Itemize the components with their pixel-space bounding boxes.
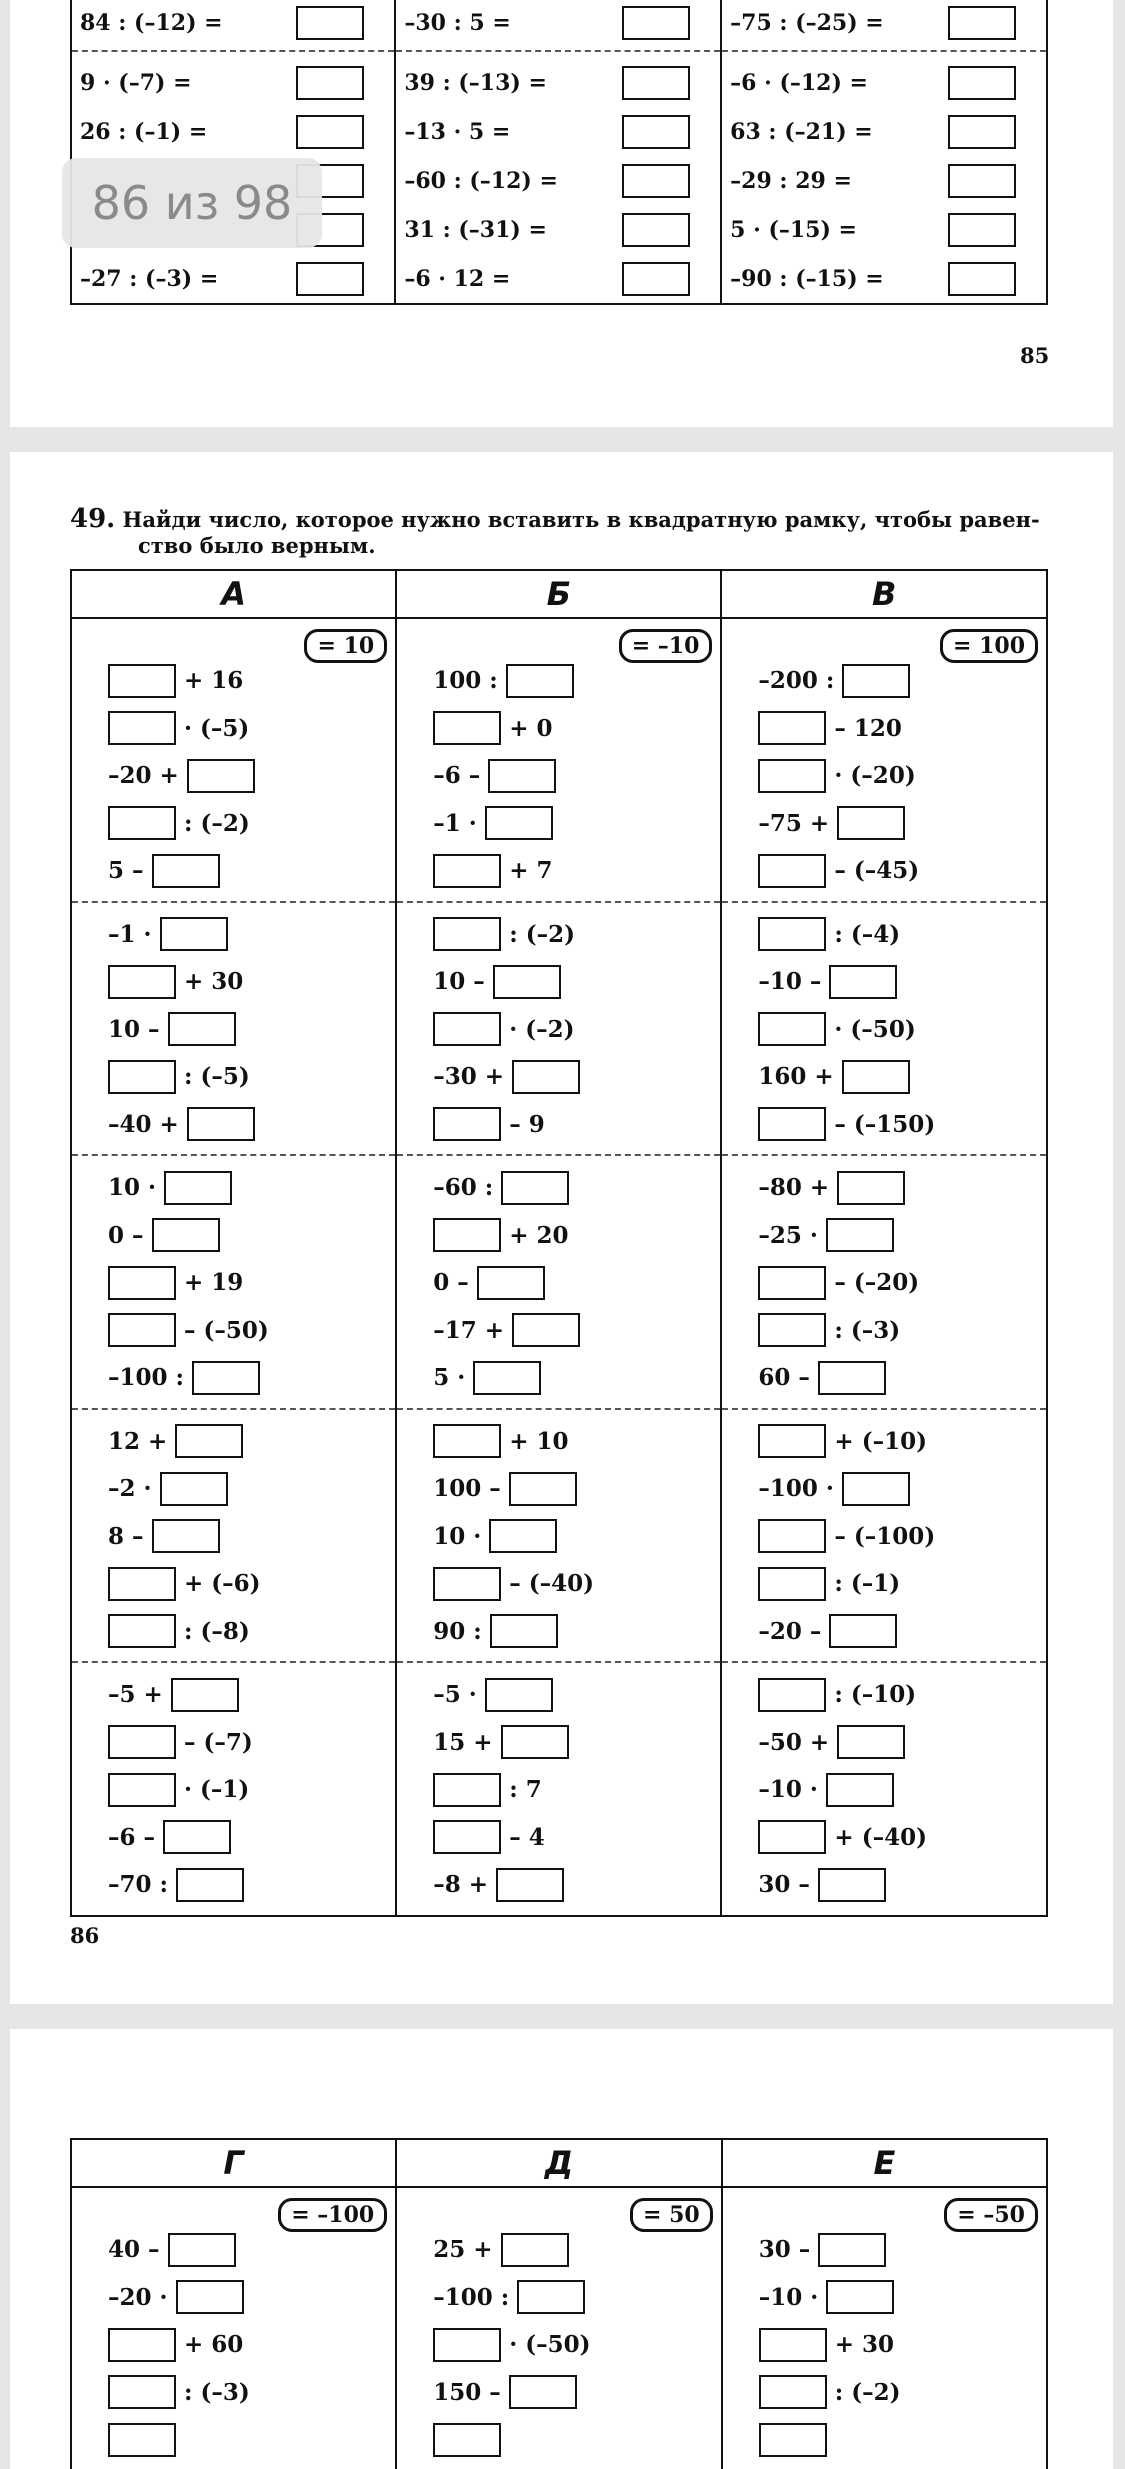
answer-box[interactable] <box>506 664 574 698</box>
answer-box[interactable] <box>168 2233 236 2267</box>
answer-box[interactable] <box>842 664 910 698</box>
answer-box[interactable] <box>296 66 364 100</box>
answer-box[interactable] <box>818 1361 886 1395</box>
column-header-b: Б <box>396 570 721 618</box>
answer-box[interactable] <box>829 1614 897 1648</box>
answer-box[interactable] <box>758 1266 826 1300</box>
answer-box[interactable] <box>496 1868 564 1902</box>
answer-box[interactable] <box>168 1012 236 1046</box>
answer-box[interactable] <box>433 1773 501 1807</box>
answer-box[interactable] <box>759 2375 827 2409</box>
answer-box[interactable] <box>509 1472 577 1506</box>
answer-box[interactable] <box>108 1567 176 1601</box>
answer-box[interactable] <box>837 806 905 840</box>
answer-box[interactable] <box>758 1820 826 1854</box>
answer-box[interactable] <box>176 2280 244 2314</box>
answer-box[interactable] <box>826 1218 894 1252</box>
answer-box[interactable] <box>488 759 556 793</box>
column-header-v: В <box>721 570 1047 618</box>
answer-box[interactable] <box>175 1424 243 1458</box>
task-text: Найди число, которое нужно вставить в квадратную рамку, чтобы равен- <box>122 507 1040 532</box>
answer-box[interactable] <box>433 854 501 888</box>
answer-box[interactable] <box>433 2423 501 2457</box>
expression: 9 · (–7) = <box>80 69 192 96</box>
answer-box[interactable] <box>758 1519 826 1553</box>
target-value-badge: = –10 <box>619 629 713 663</box>
answer-box[interactable] <box>108 2423 176 2457</box>
answer-box[interactable] <box>948 6 1016 40</box>
answer-box[interactable] <box>948 164 1016 198</box>
answer-box[interactable] <box>948 66 1016 100</box>
answer-box[interactable] <box>622 6 690 40</box>
expression: 5 · (–15) = <box>730 216 857 243</box>
task-number: 49. <box>70 504 116 534</box>
expression: 84 : (–12) = <box>80 9 223 36</box>
answer-box[interactable] <box>296 115 364 149</box>
answer-box[interactable] <box>108 965 176 999</box>
answer-box[interactable] <box>152 854 220 888</box>
answer-box[interactable] <box>622 262 690 296</box>
answer-box[interactable] <box>622 115 690 149</box>
answer-box[interactable] <box>108 2375 176 2409</box>
answer-box[interactable] <box>160 1472 228 1506</box>
answer-box[interactable] <box>517 2280 585 2314</box>
answer-box[interactable] <box>948 213 1016 247</box>
target-value-badge: = –100 <box>278 2198 387 2232</box>
expression: 26 : (–1) = <box>80 118 208 145</box>
expression: –6 · 12 = <box>404 265 511 292</box>
answer-box[interactable] <box>501 1171 569 1205</box>
answer-box[interactable] <box>108 1773 176 1807</box>
answer-box[interactable] <box>622 66 690 100</box>
answer-box[interactable] <box>509 2375 577 2409</box>
answer-box[interactable] <box>837 1725 905 1759</box>
column-header-a: А <box>71 570 396 618</box>
answer-box[interactable] <box>826 2280 894 2314</box>
page-counter-badge: 86 из 98 <box>62 158 322 248</box>
answer-box[interactable] <box>490 1614 558 1648</box>
answer-box[interactable] <box>164 1171 232 1205</box>
answer-box[interactable] <box>622 164 690 198</box>
answer-box[interactable] <box>758 1424 826 1458</box>
answer-box[interactable] <box>433 711 501 745</box>
answer-box[interactable] <box>485 806 553 840</box>
answer-box[interactable] <box>826 1773 894 1807</box>
answer-box[interactable] <box>108 2328 176 2362</box>
page-87 <box>10 2029 1113 2469</box>
column-header-g: Г <box>71 2139 396 2187</box>
answer-box[interactable] <box>501 2233 569 2267</box>
answer-box[interactable] <box>108 711 176 745</box>
answer-box[interactable] <box>433 1567 501 1601</box>
expression: –13 · 5 = <box>404 118 511 145</box>
answer-box[interactable] <box>759 2328 827 2362</box>
answer-box[interactable] <box>108 1313 176 1347</box>
answer-box[interactable] <box>485 1678 553 1712</box>
answer-box[interactable] <box>163 1820 231 1854</box>
answer-box[interactable] <box>837 1171 905 1205</box>
target-value-badge: = 100 <box>940 629 1038 663</box>
exercise-table-49: А Б В = 10 + 16 · (–5) –20 + : (–2) 5 – –1 · + 30 10 – : (–5) –40 + 10 · 0 – + 19 – (–50) –100 : 12 + –2 · 8 – + (–6) : (–8) –5 + – (–7) · (–1) –6 – –70 : = –10 100 : + 0 –6 – –1 · + 7 : (–2) 10 – · (–2) –30 + – 9 –60 : + 20 0 – –17 + 5 · + 10 100 – 10 · – (–40) 90 : –5 · 15 + : 7 – 4 –8 + = 100 –200 : – 120 · (–20) –75 + – (–45) : (–4) –10 – · (–50) 160 + – (–150) –80 + –25 · – (–20) : (–3) 60 – + (–10) –100 · – (–100) : (–1) –20 – : (–10) –50 + –10 · + (–40) 30 – <box>70 569 1048 1917</box>
answer-box[interactable] <box>160 917 228 951</box>
expression: –29 : 29 = <box>730 167 852 194</box>
answer-box[interactable] <box>433 1820 501 1854</box>
expression: –27 : (–3) = <box>80 265 219 292</box>
page-86 <box>10 452 1113 2004</box>
answer-box[interactable] <box>758 854 826 888</box>
answer-box[interactable] <box>296 6 364 40</box>
expression: –90 : (–15) = <box>730 265 884 292</box>
answer-box[interactable] <box>489 1519 557 1553</box>
answer-box[interactable] <box>176 1868 244 1902</box>
answer-box[interactable] <box>433 2328 501 2362</box>
answer-box[interactable] <box>108 664 176 698</box>
answer-box[interactable] <box>192 1361 260 1395</box>
column-header-d: Д <box>396 2139 722 2187</box>
answer-box[interactable] <box>108 1614 176 1648</box>
exercise-table-85 <box>70 0 1048 305</box>
answer-box[interactable] <box>829 965 897 999</box>
column-header-e: Е <box>722 2139 1047 2187</box>
expression: –60 : (–12) = <box>404 167 558 194</box>
answer-box[interactable] <box>433 1218 501 1252</box>
answer-box[interactable] <box>818 2233 886 2267</box>
answer-box[interactable] <box>187 759 255 793</box>
answer-box[interactable] <box>501 1725 569 1759</box>
answer-box[interactable] <box>171 1678 239 1712</box>
answer-box[interactable] <box>512 1313 580 1347</box>
answer-box[interactable] <box>152 1519 220 1553</box>
exercise-table-49-continued: Г Д Е = –100 40 – –20 · + 60 : (–3) = 50 25 + –100 : · (–50) 150 – = –50 30 – –10 · + 30 : (–2) <box>70 2138 1048 2469</box>
answer-box[interactable] <box>622 213 690 247</box>
answer-box[interactable] <box>758 711 826 745</box>
answer-box[interactable] <box>758 1678 826 1712</box>
answer-box[interactable] <box>758 1313 826 1347</box>
answer-box[interactable] <box>512 1060 580 1094</box>
expression: –30 : 5 = <box>404 9 511 36</box>
answer-box[interactable] <box>108 1725 176 1759</box>
answer-box[interactable] <box>108 1060 176 1094</box>
answer-box[interactable] <box>433 917 501 951</box>
page-number: 86 <box>70 1923 100 1948</box>
answer-box[interactable] <box>758 917 826 951</box>
answer-box[interactable] <box>433 1012 501 1046</box>
answer-box[interactable] <box>759 2423 827 2457</box>
answer-box[interactable] <box>493 965 561 999</box>
answer-box[interactable] <box>473 1361 541 1395</box>
expression: 39 : (–13) = <box>404 69 547 96</box>
expression: 63 : (–21) = <box>730 118 873 145</box>
answer-box[interactable] <box>187 1107 255 1141</box>
answer-box[interactable] <box>108 1266 176 1300</box>
target-value-badge: = 50 <box>630 2198 713 2232</box>
target-value-badge: = 10 <box>304 629 387 663</box>
answer-box[interactable] <box>433 1107 501 1141</box>
answer-box[interactable] <box>758 1012 826 1046</box>
answer-box[interactable] <box>818 1868 886 1902</box>
expression: –75 : (–25) = <box>730 9 884 36</box>
answer-box[interactable] <box>758 759 826 793</box>
answer-box[interactable] <box>948 262 1016 296</box>
expression: –6 · (–12) = <box>730 69 868 96</box>
answer-box[interactable] <box>152 1218 220 1252</box>
answer-box[interactable] <box>948 115 1016 149</box>
answer-box[interactable] <box>108 806 176 840</box>
task-text-continued: ство было верным. <box>138 533 376 558</box>
answer-box[interactable] <box>433 1424 501 1458</box>
answer-box[interactable] <box>296 262 364 296</box>
answer-box[interactable] <box>842 1472 910 1506</box>
target-value-badge: = –50 <box>944 2198 1038 2232</box>
answer-box[interactable] <box>477 1266 545 1300</box>
page-number: 85 <box>1020 343 1050 368</box>
answer-box[interactable] <box>758 1567 826 1601</box>
task-statement <box>70 506 1060 559</box>
expression: 31 : (–31) = <box>404 216 547 243</box>
answer-box[interactable] <box>758 1107 826 1141</box>
answer-box[interactable] <box>842 1060 910 1094</box>
